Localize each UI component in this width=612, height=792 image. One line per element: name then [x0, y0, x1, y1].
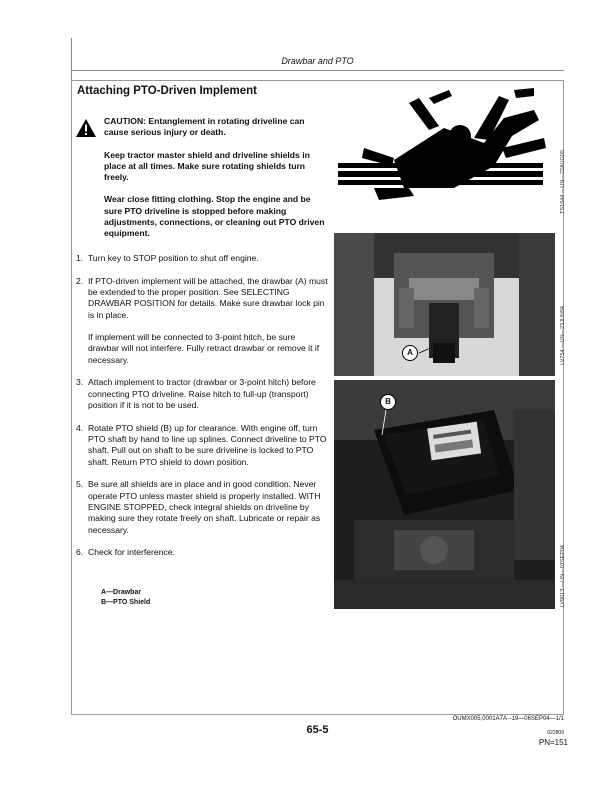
step-1 [76, 253, 328, 264]
step-text: Rotate PTO shield (B) up for clearance. With engine off, turn PTO shaft by hand to line up splines. Connect driveline to PTO shaft. Pull out on shaft to be sure driveline is locked to PTO shaft. Return PTO shield to down position. [88, 422, 327, 467]
figure-ref-lv754: LV754 —UN—23JUN94 [560, 306, 566, 365]
step-text: If implement will be connected to 3-point hitch, be sure drawbar will not interfere. Fully retract drawbar or remove it if necessary. [88, 331, 320, 365]
step-5 [76, 479, 328, 535]
header-rule [71, 70, 564, 71]
figure-ref-ts1644: TS1644 —UN—22AUG95 [560, 150, 566, 214]
entanglement-hazard-illustration [334, 88, 556, 223]
page-number: 65-5 [306, 724, 329, 736]
callout-b: B [380, 394, 396, 410]
caution-shields: Keep tractor master shield and driveline shields in place at all times. Make sure rotating shields turn freely. [104, 149, 310, 183]
step-6 [76, 547, 328, 558]
legend-item-drawbar: A—Drawbar [101, 589, 142, 596]
drawbar-photo-art [334, 233, 555, 376]
step-4 [76, 423, 328, 468]
warning-triangle-icon [75, 118, 97, 138]
step-number: 1. [76, 253, 84, 263]
step-number: 5. [76, 479, 84, 490]
page-code: 022809 [547, 730, 564, 736]
step-number: 4. [76, 422, 84, 433]
figure-legend [101, 588, 150, 608]
figure-ref-lv9613: LV9613 —UN—07SEP04 [560, 545, 566, 608]
step-text: Check for interference. [88, 547, 175, 558]
section-title: Attaching PTO-Driven Implement [77, 85, 257, 97]
step-2 [76, 276, 328, 366]
step-number: 3. [76, 377, 84, 388]
drawbar-photo [334, 233, 555, 376]
step-3 [76, 377, 328, 411]
step-text: If PTO-driven implement will be attached, the drawbar (A) must be extended to the proper position. See SELECTING DRAWBAR POSITION for details. Make sure drawbar lock pin is in place. [88, 275, 328, 320]
step-text: Attach implement to tractor (drawbar or 3-point hitch) before connecting PTO driveline. Raise hitch to full-up (transport) position if it is not to be used. [88, 377, 316, 410]
step-text: Be sure all shields are in place and in good condition. Never operate PTO unless master shield is properly installed. WITH ENGINE STOPPED, check integral shields on driveline by making sure they rotate freely on shaft. Lubricate or repair as necessary. [88, 479, 321, 535]
pto-shield-photo-art [334, 380, 555, 609]
step-number: 2. [76, 275, 84, 286]
pto-shield-photo [334, 380, 555, 609]
pn-number: PN=151 [538, 738, 568, 747]
step-text: Turn key to STOP position to shut off engine. [88, 253, 259, 263]
callout-a: A [402, 345, 418, 361]
caution-block [104, 116, 328, 251]
caution-clothing: Wear close fitting clothing. Stop the engine and be sure PTO driveline is stopped before making adjustments, connections, or cleaning out PTO driven equipment. [104, 194, 325, 239]
running-header: Drawbar and PTO [281, 56, 354, 66]
caution-statement: CAUTION: Entanglement in rotating driveline can cause serious injury or death. [104, 116, 305, 138]
step-number: 6. [76, 547, 84, 558]
procedure-steps [76, 253, 328, 570]
document-reference: OUMX005,0001A7A –19—06SEP04—1/1 [452, 716, 564, 722]
legend-item-pto-shield: B—PTO Shield [101, 599, 151, 606]
